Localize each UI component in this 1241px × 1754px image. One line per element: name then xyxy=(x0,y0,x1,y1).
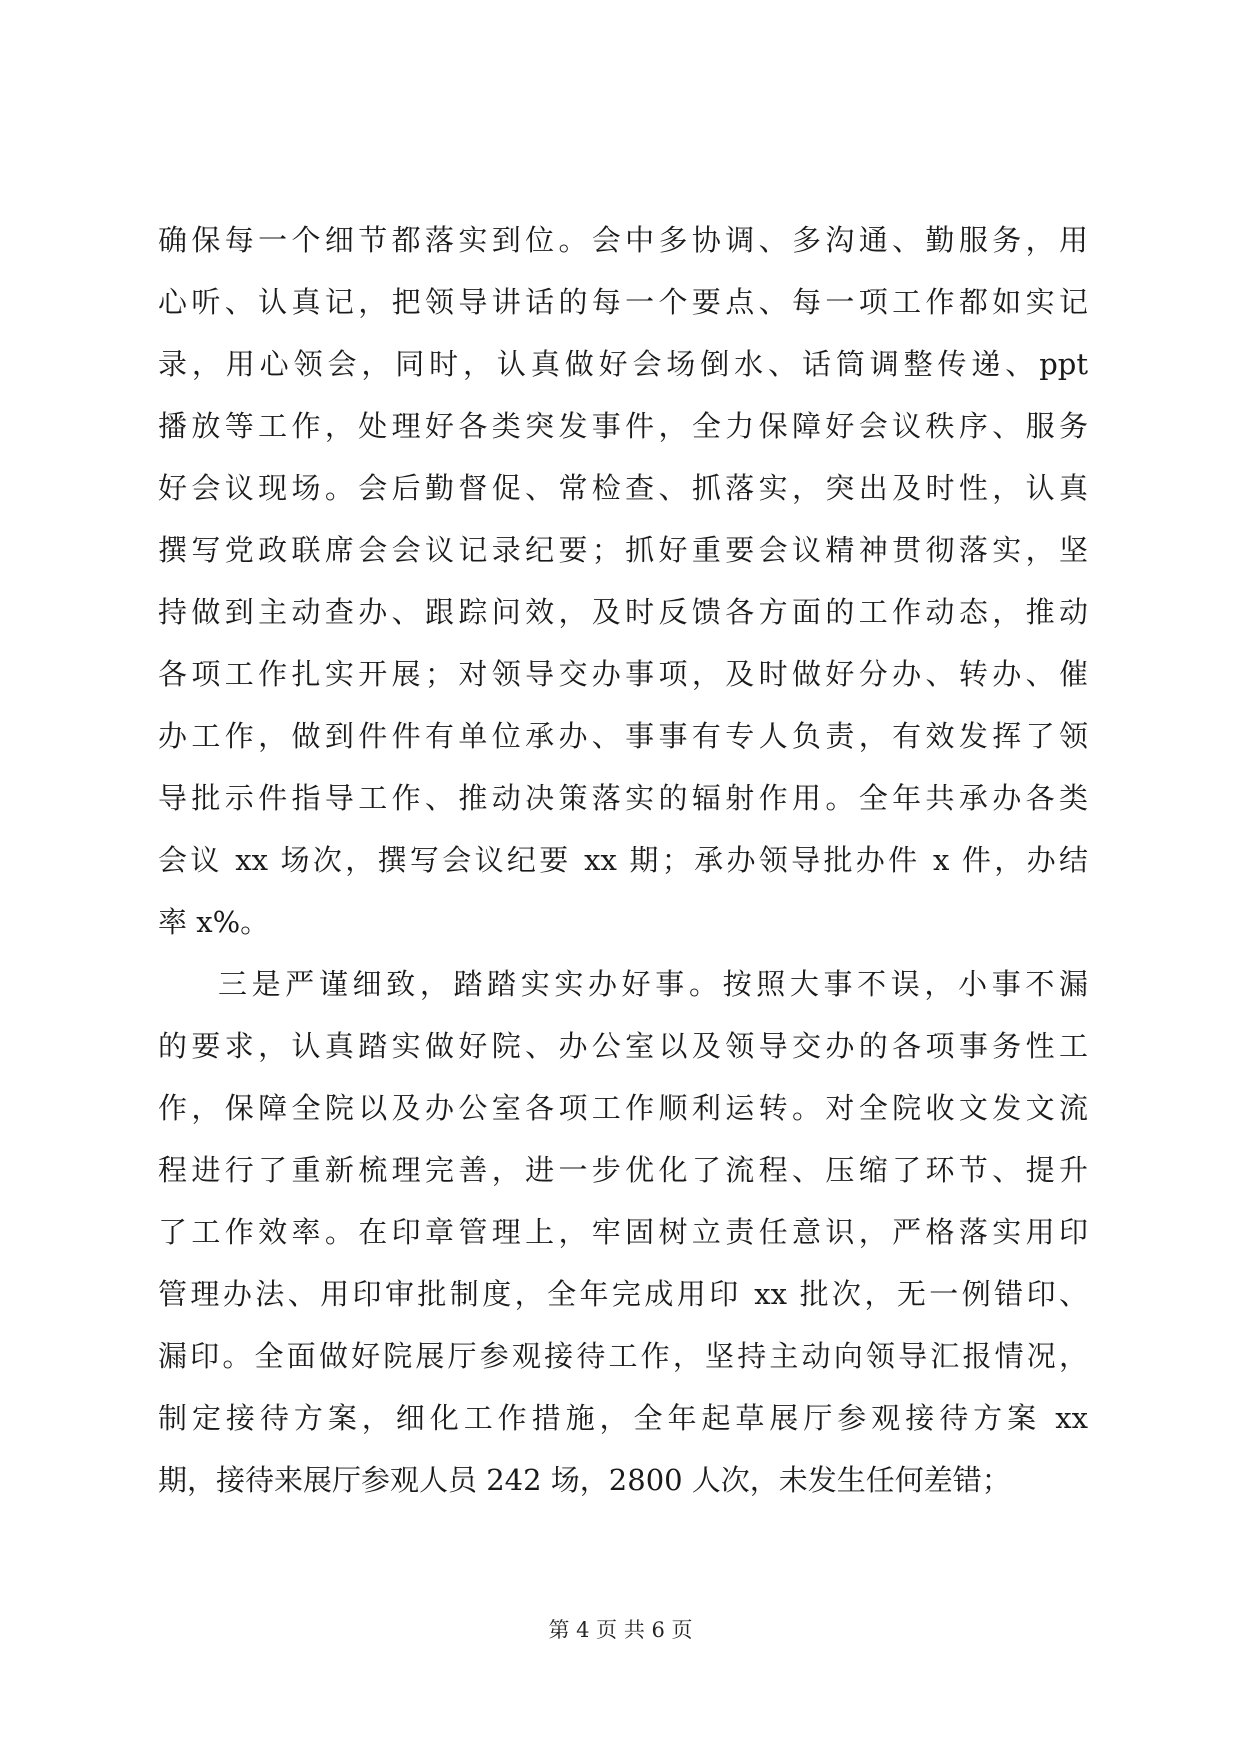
paragraph-continued xyxy=(158,224,1088,968)
text-line: 率 x%。 xyxy=(158,905,270,939)
text-line: 撰写党政联席会会议记录纪要；抓好重要会议精神贯彻落实，坚 xyxy=(158,533,1088,567)
text-line: 好会议现场。会后勤督促、常检查、抓落实，突出及时性，认真 xyxy=(158,471,1088,505)
text-line: 程进行了重新梳理完善，进一步优化了流程、压缩了环节、提升 xyxy=(158,1153,1088,1187)
text-line: 心听、认真记，把领导讲话的每一个要点、每一项工作都如实记 xyxy=(158,285,1088,319)
text-line: 播放等工作，处理好各类突发事件，全力保障好会议秩序、服务 xyxy=(158,409,1088,443)
text-line: 录，用心领会，同时，认真做好会场倒水、话筒调整传递、ppt xyxy=(158,347,1088,381)
text-line: 制定接待方案，细化工作措施，全年起草展厅参观接待方案 xx xyxy=(158,1401,1088,1435)
paragraph-three xyxy=(158,968,1088,1526)
text-line: 各项工作扎实开展；对领导交办事项，及时做好分办、转办、催 xyxy=(158,657,1088,691)
text-line: 漏印。全面做好院展厅参观接待工作，坚持主动向领导汇报情况， xyxy=(158,1339,1088,1373)
text-line: 的要求，认真踏实做好院、办公室以及领导交办的各项事务性工 xyxy=(158,1029,1088,1063)
text-line: 作，保障全院以及办公室各项工作顺利运转。对全院收文发文流 xyxy=(158,1091,1088,1125)
text-line: 了工作效率。在印章管理上，牢固树立责任意识，严格落实用印 xyxy=(158,1215,1088,1249)
text-line: 三是严谨细致，踏踏实实办好事。按照大事不误，小事不漏 xyxy=(218,967,1088,1001)
text-line: 会议 xx 场次，撰写会议纪要 xx 期；承办领导批办件 x 件，办结 xyxy=(158,843,1088,877)
text-line: 办工作，做到件件有单位承办、事事有专人负责，有效发挥了领 xyxy=(158,719,1088,753)
document-body xyxy=(158,224,1088,1526)
text-line: 持做到主动查办、跟踪问效，及时反馈各方面的工作动态，推动 xyxy=(158,595,1088,629)
text-line: 管理办法、用印审批制度，全年完成用印 xx 批次，无一例错印、 xyxy=(158,1277,1088,1311)
text-line: 期，接待来展厅参观人员 242 场，2800 人次，未发生任何差错； xyxy=(158,1463,1011,1497)
page-footer: 第 4 页 共 6 页 xyxy=(548,1618,693,1642)
text-line: 导批示件指导工作、推动决策落实的辐射作用。全年共承办各类 xyxy=(158,781,1088,815)
text-line: 确保每一个细节都落实到位。会中多协调、多沟通、勤服务，用 xyxy=(158,223,1088,257)
